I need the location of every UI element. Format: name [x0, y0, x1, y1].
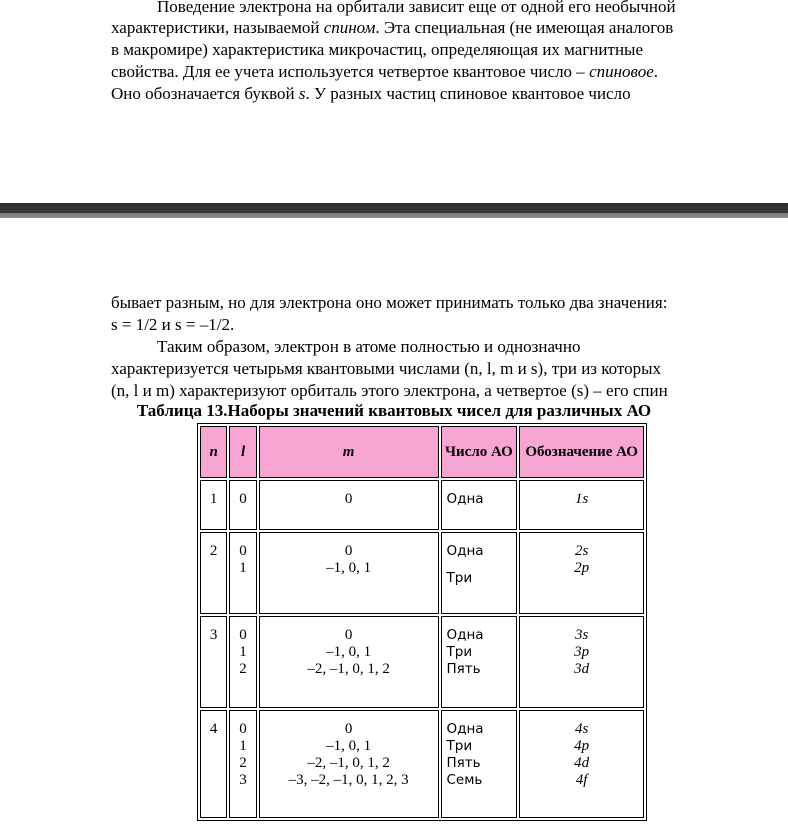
cell-ao: 1s	[519, 480, 644, 530]
table-row	[200, 616, 644, 708]
cell-ao: 2s 2p	[519, 532, 644, 614]
cell-ao: 4s 4p 4d 4f	[519, 710, 644, 818]
cell-n: 4	[200, 710, 227, 818]
text-run: характеристики, называемой	[111, 18, 324, 37]
paragraph-line: бывает разным, но для электрона оно может принимать только два значения:	[111, 293, 668, 312]
table-header-row	[200, 426, 644, 478]
cell-m: 0 –1, 0, 1 –2, –1, 0, 1, 2 –3, –2, –1, 0, 1, 2, 3	[259, 710, 439, 818]
cell-n: 3	[200, 616, 227, 708]
text-run: .	[653, 62, 658, 81]
cell-m: 0	[259, 480, 439, 530]
header-n: n	[200, 426, 227, 478]
text-run: . Эта специальная (не имеющая аналогов	[375, 18, 674, 37]
cell-l: 0 1 2	[229, 616, 256, 708]
header-m: m	[259, 426, 439, 478]
paragraph-line	[111, 83, 631, 105]
text-run: свойства. Для ее учета используется четвертое квантовое число –	[111, 62, 590, 81]
header-ao: Обозначение АО	[519, 426, 644, 478]
text-run: . У разных частиц спиновое квантовое число	[305, 84, 631, 103]
paragraph-line: Поведение электрона на орбитали зависит еще от одной его необычной	[157, 0, 676, 16]
italic-term: спиновое	[589, 62, 654, 81]
cell-l: 0 1	[229, 532, 256, 614]
paragraph-line: s = 1/2 и s = –1/2.	[111, 315, 235, 334]
quantum-numbers-table	[197, 423, 647, 821]
table-caption	[0, 400, 788, 422]
cell-l: 0	[229, 480, 256, 530]
table-row	[200, 480, 644, 530]
paragraph-line	[111, 17, 673, 39]
cell-count: Одна Три Пять Семь	[441, 710, 518, 818]
table-row	[200, 710, 644, 818]
cell-m: 0 –1, 0, 1 –2, –1, 0, 1, 2	[259, 616, 439, 708]
header-count: Число АО	[441, 426, 518, 478]
caption-title: .Наборы значений квантовых чисел для различных АО	[223, 401, 652, 420]
cell-n: 2	[200, 532, 227, 614]
paragraph-line: характеризуется четырьмя квантовыми числами (n, l, m и s), три из которых	[111, 359, 662, 378]
paragraph-line: в макромире) характеристика микрочастиц, определяющая их магнитные	[111, 40, 644, 59]
cell-count: Одна Три	[441, 532, 518, 614]
cell-n: 1	[200, 480, 227, 530]
table-row	[200, 532, 644, 614]
cell-count: Одна Три Пять	[441, 616, 518, 708]
cell-count: Одна	[441, 480, 518, 530]
cell-ao: 3s 3p 3d	[519, 616, 644, 708]
italic-term: спином	[323, 18, 376, 37]
italic-term: s	[298, 84, 306, 103]
caption-prefix: Таблица 13	[136, 401, 224, 420]
page-separator	[0, 203, 788, 218]
paragraph-line: (n, l и m) характеризуют орбиталь этого электрона, а четвертое (s) – его спин	[111, 381, 668, 400]
header-l: l	[229, 426, 256, 478]
paragraph-line: Таким образом, электрон в атоме полностью и однозначно	[157, 337, 581, 356]
cell-l: 0 1 2 3	[229, 710, 256, 818]
cell-m: 0 –1, 0, 1	[259, 532, 439, 614]
paragraph-line	[111, 61, 658, 83]
text-run: Оно обозначается буквой	[111, 84, 299, 103]
